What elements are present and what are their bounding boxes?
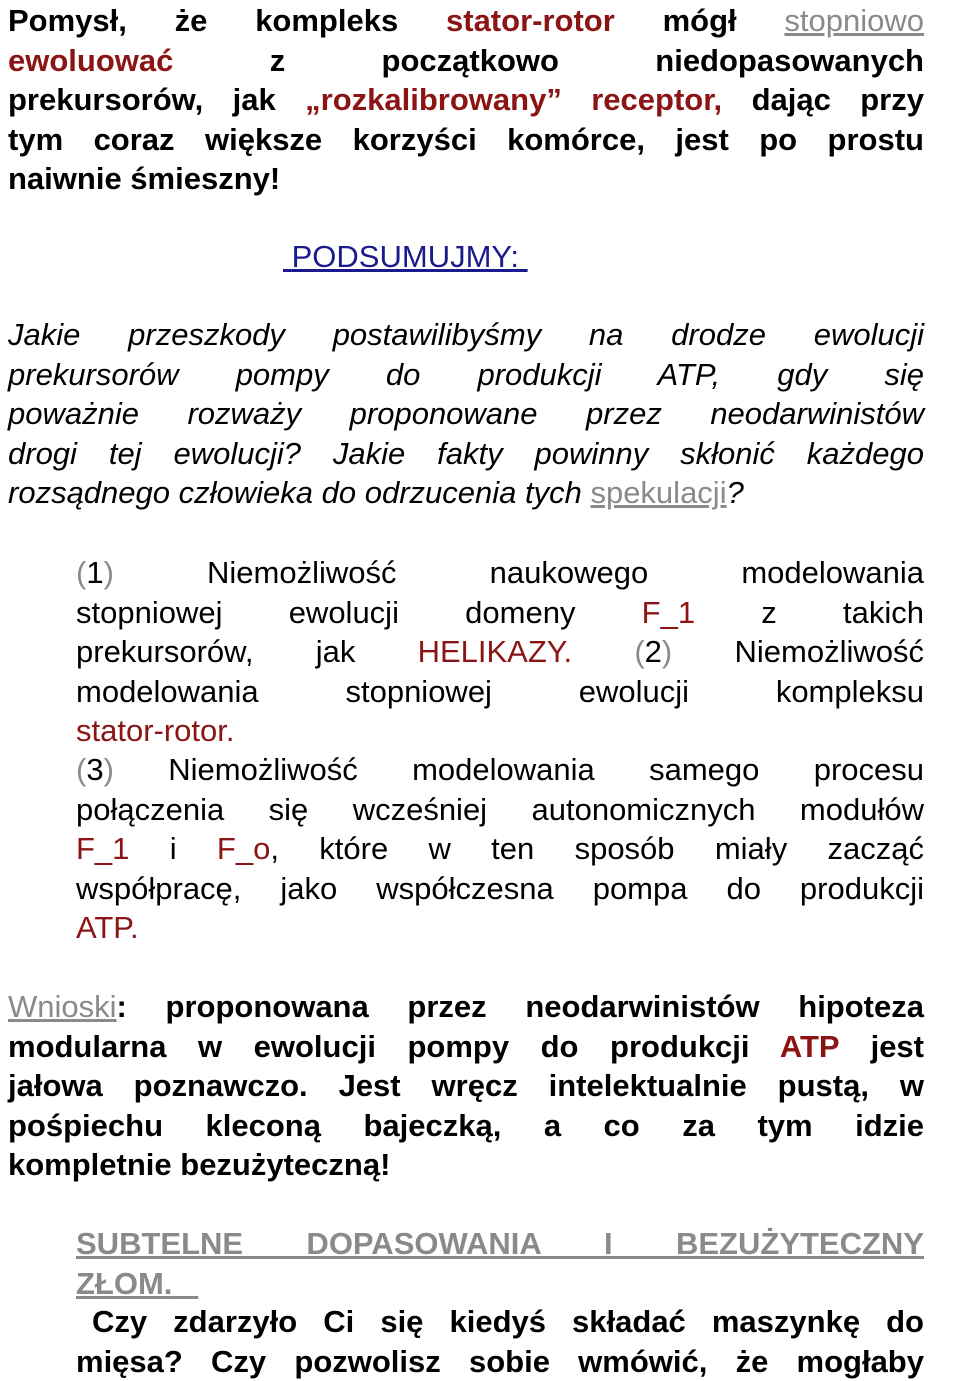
ewoluowac-term: ewoluować xyxy=(8,42,174,78)
points-line-3: prekursorów, jak HELIKAZY. (2) Niemożliwość xyxy=(76,634,924,669)
intro-line-3: prekursorów, jak „rozkalibrowany” receptor, dając przy xyxy=(8,82,924,117)
wnioski-link[interactable]: Wnioski xyxy=(8,989,117,1024)
final-line-2: mięsa? Czy pozwolisz sobie wmówić, że mogłaby xyxy=(76,1343,924,1379)
f1-term: F_1 xyxy=(641,594,696,630)
atp-term: ATP xyxy=(779,1028,840,1064)
point3-line-5: ATP. xyxy=(76,910,139,945)
receptor-term: „rozkalibrowany” receptor, xyxy=(305,82,723,117)
points-paragraph xyxy=(76,553,924,751)
questions-line-2: prekursorów pompy do produkcji ATP, gdy się xyxy=(8,356,924,392)
f1-term-2: F_1 xyxy=(76,831,130,866)
conclusions-paragraph xyxy=(8,987,924,1185)
conclusions-line-1: Wnioski: proponowana przez neodarwinistów hipoteza xyxy=(8,989,924,1024)
conclusions-line-4: pośpiechu kleconą bajeczką, a co za tym idzie xyxy=(8,1107,924,1143)
questions-paragraph xyxy=(8,315,924,513)
point3-line-4: współpracę, jako współczesna pompa do produkcji xyxy=(76,870,924,906)
point3-line-1: (3) Niemożliwość modelowania samego procesu xyxy=(76,752,924,787)
heading2-line-1: SUBTELNE DOPASOWANIA I BEZUŻYTECZNY xyxy=(76,1226,924,1261)
points-line-2: stopniowej ewolucji domeny F_1 z takich xyxy=(76,594,924,630)
intro-line-2: ewoluować z początkowo niedopasowanych xyxy=(8,42,924,78)
intro-paragraph xyxy=(8,1,924,199)
summary-heading: PODSUMUJMY: xyxy=(291,239,519,274)
stator-rotor-term: stator-rotor xyxy=(446,3,615,38)
subtle-fit-heading xyxy=(76,1224,958,1303)
point3-line-2: połączenia się wcześniej autonomicznych modułów xyxy=(76,791,924,827)
questions-line-4: drogi tej ewolucji? Jakie fakty powinny skłonić każdego xyxy=(8,435,924,471)
heading2-line-2: ZŁOM. xyxy=(76,1265,173,1301)
questions-line-5: rozsądnego człowieka do odrzucenia tych spekulacji? xyxy=(8,475,744,510)
spekulacji-link[interactable]: spekulacji xyxy=(590,475,727,510)
stopniowo-link[interactable]: stopniowo xyxy=(784,3,924,38)
final-paragraph xyxy=(76,1302,924,1381)
points-line-1: (1) Niemożliwość naukowego modelowania xyxy=(76,555,924,590)
fo-term: F_o xyxy=(216,831,271,866)
helikazy-term: HELIKAZY. xyxy=(417,634,573,669)
questions-line-3: poważnie rozważy proponowane przez neodarwinistów xyxy=(8,396,924,431)
conclusions-line-2: modularna w ewolucji pompy do produkcji ATP jest xyxy=(8,1028,924,1064)
intro-line-5: naiwnie śmieszny! xyxy=(8,161,281,196)
intro-line-1: Pomysł, że kompleks stator-rotor mógł stopniowo xyxy=(8,3,924,38)
point-3-paragraph xyxy=(76,750,924,948)
point3-line-3: F_1 i F_o, które w ten sposób miały zacząć xyxy=(76,831,924,866)
conclusions-line-5: kompletnie bezużyteczną! xyxy=(8,1147,391,1182)
conclusions-line-3: jałowa poznawczo. Jest wręcz intelektualnie pustą, w xyxy=(8,1068,924,1103)
final-line-1: Czy zdarzyło Ci się kiedyś składać maszynkę do xyxy=(92,1304,924,1339)
points-line-4: modelowania stopniowej ewolucji kompleksu xyxy=(76,673,924,709)
intro-line-4: tym coraz większe korzyści komórce, jest po prostu xyxy=(8,121,924,157)
questions-line-1: Jakie przeszkody postawilibyśmy na drodze ewolucji xyxy=(8,317,924,352)
points-line-5: stator-rotor. xyxy=(76,713,235,748)
